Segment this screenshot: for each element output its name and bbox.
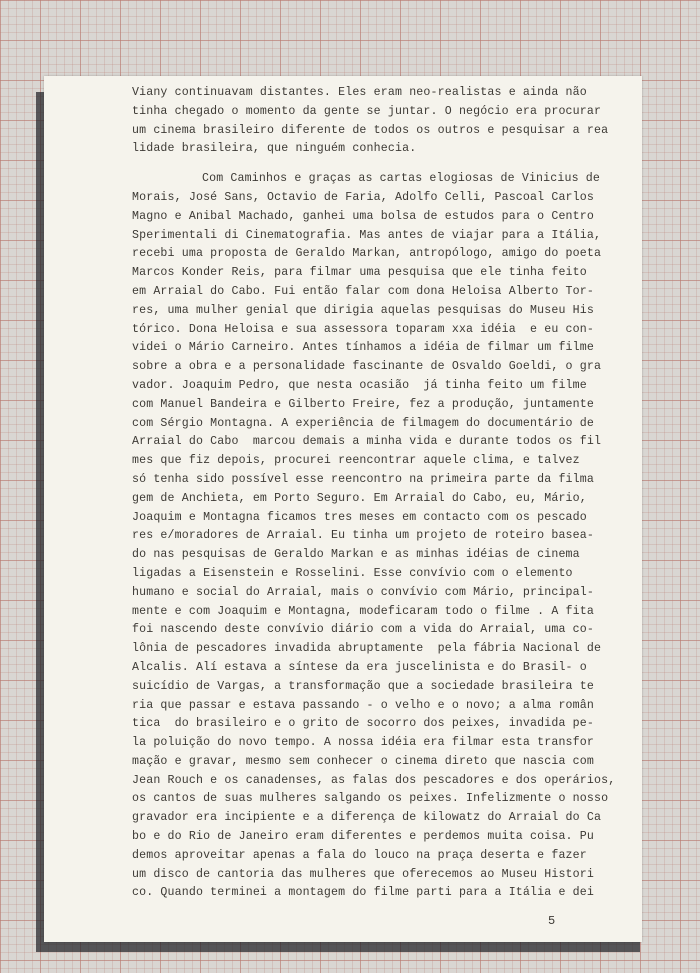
text-line: tinha chegado o momento da gente se juntar. O negócio era procurar	[132, 104, 602, 118]
text-line: ligadas a Eisenstein e Rosselini. Esse convívio com o elemento	[132, 566, 573, 580]
text-line: res, uma mulher genial que dirigia aquelas pesquisas do Museu His	[132, 303, 594, 317]
text-line: tica do brasileiro e o grito de socorro dos peixes, invadida pe-	[132, 717, 594, 731]
text-line: Alcalis. Alí estava a síntese da era juscelinista e do Brasil- o	[132, 660, 587, 674]
text-line: humano e social do Arraial, mais o convívio com Mário, principal-	[132, 585, 594, 599]
text-line: em Arraial do Cabo. Fui então falar com dona Heloisa Alberto Tor-	[132, 284, 594, 298]
text-line: do nas pesquisas de Geraldo Markan e as minhas idéias de cinema	[132, 548, 580, 562]
text-line: recebi uma proposta de Geraldo Markan, antropólogo, amigo do poeta	[132, 247, 602, 261]
text-line: Sperimentali di Cinematografia. Mas antes de viajar para a Itália,	[132, 228, 602, 242]
text-line: videi o Mário Carneiro. Antes tínhamos a idéia de filmar um filme	[132, 341, 594, 355]
text-line: mente e com Joaquim e Montagna, modeficaram todo o filme . A fita	[132, 604, 594, 618]
text-line: com Manuel Bandeira e Gilberto Freire, fez a produção, juntamente	[132, 397, 594, 411]
text-line: Morais, José Sans, Octavio de Faria, Adolfo Celli, Pascoal Carlos	[132, 190, 594, 204]
text-line: Viany continuavam distantes. Eles eram neo-realistas e ainda não	[132, 86, 587, 99]
page-number: 5	[548, 914, 556, 928]
text-line: um cinema brasileiro diferente de todos os outros e pesquisar a rea	[132, 123, 609, 137]
text-line: foi nascendo deste convívio diário com a vida do Arraial, uma co-	[132, 623, 594, 637]
text-line: lidade brasileira, que ninguém conhecia.	[132, 142, 417, 156]
text-line: um disco de cantoria das mulheres que oferecemos ao Museu Histori	[132, 867, 594, 881]
text-line: gem de Anchieta, em Porto Seguro. Em Arraial do Cabo, eu, Mário,	[132, 491, 587, 505]
text-line: só tenha sido possível esse reencontro na primeira parte da filma	[132, 472, 594, 486]
text-line: la poluição do novo tempo. A nossa idéia era filmar esta transfor	[132, 736, 594, 750]
text-line: Joaquim e Montagna ficamos tres meses em contacto com os pescado	[132, 510, 587, 524]
text-line: demos aproveitar apenas a fala do louco na praça deserta e fazer	[132, 848, 587, 862]
text-line: os cantos de suas mulheres salgando os peixes. Infelizmente o nosso	[132, 792, 609, 806]
text-line: sobre a obra e a personalidade fascinante de Osvaldo Goeldi, o gra	[132, 360, 602, 374]
text-line: ria que passar e estava passando - o velho e o novo; a alma român	[132, 698, 594, 712]
text-line: tórico. Dona Heloisa e sua assessora toparam xxa idéia e eu con-	[132, 322, 594, 336]
typewritten-page	[44, 76, 642, 942]
text-line	[132, 903, 637, 922]
text-line: suicídio de Vargas, a transformação que a sociedade brasileira te	[132, 679, 594, 693]
page-text	[132, 84, 637, 922]
text-line: mação e gravar, mesmo sem conhecer o cinema direto que nascia com	[132, 754, 594, 768]
text-line: bo e do Rio de Janeiro eram diferentes e perdemos muita coisa. Pu	[132, 830, 594, 844]
text-line: Marcos Konder Reis, para filmar uma pesquisa que ele tinha feito	[132, 266, 587, 280]
text-line: Arraial do Cabo marcou demais a minha vida e durante todos os fil	[132, 435, 602, 449]
text-line: com Sérgio Montagna. A experiência de filmagem do documentário de	[132, 416, 594, 430]
text-line: lônia de pescadores invadida abruptamente pela fábria Nacional de	[132, 642, 602, 656]
paragraph-gap	[132, 159, 637, 170]
text-line: Com Caminhos e graças as cartas elogiosas de Vinicius de	[202, 172, 601, 186]
text-line: vador. Joaquim Pedro, que nesta ocasião já tinha feito um filme	[132, 378, 587, 392]
text-line: res e/moradores de Arraial. Eu tinha um projeto de roteiro basea-	[132, 529, 594, 543]
text-line: Magno e Anibal Machado, ganhei uma bolsa de estudos para o Centro	[132, 209, 594, 223]
text-line: Jean Rouch e os canadenses, as falas dos pescadores e dos operários,	[132, 773, 616, 787]
text-line: mes que fiz depois, procurei reencontrar aquele clima, e talvez	[132, 454, 580, 468]
text-line: co. Quando terminei a montagem do filme parti para a Itália e dei	[132, 886, 594, 900]
text-line: gravador era incipiente e a diferença de kilowatz do Arraial do Ca	[132, 811, 602, 825]
